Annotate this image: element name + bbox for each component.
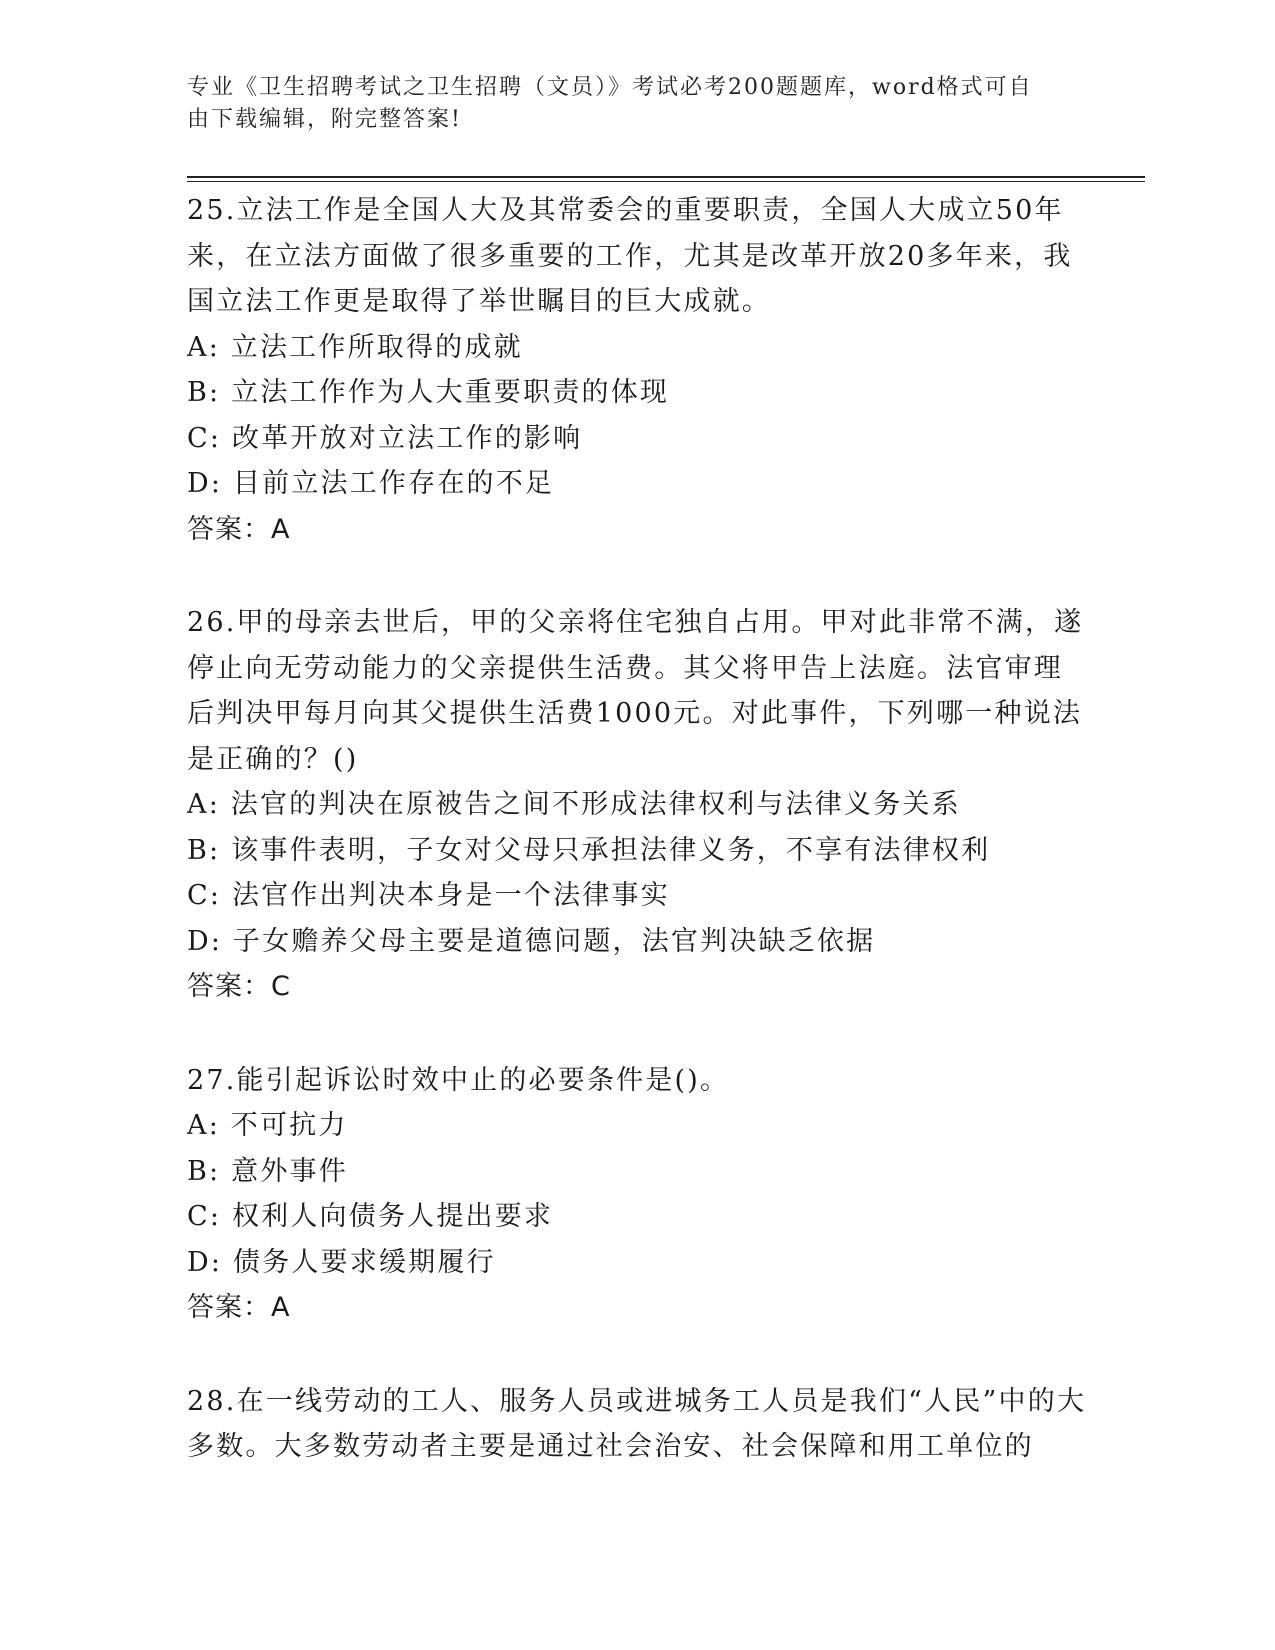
answer-label: 答案：C xyxy=(187,971,291,1002)
option-b: B: 该事件表明，子女对父母只承担法律义务，不享有法律权利 xyxy=(187,834,991,866)
question-25 xyxy=(187,188,1087,552)
option-a: A: 立法工作所取得的成就 xyxy=(187,331,523,363)
header-line-2: 由下载编辑，附完整答案! xyxy=(187,107,462,132)
header-divider xyxy=(187,176,1145,178)
option-c: C: 权利人向债务人提出要求 xyxy=(187,1201,554,1232)
question-26 xyxy=(187,600,1087,1010)
option-d: D: 子女赡养父母主要是道德问题，法官判决缺乏依据 xyxy=(187,925,876,957)
option-d: D: 债务人要求缓期履行 xyxy=(187,1246,496,1278)
option-b: B: 立法工作作为人大重要职责的体现 xyxy=(187,377,670,408)
option-c: C: 法官作出判决本身是一个法律事实 xyxy=(187,880,670,911)
question-27 xyxy=(187,1058,1087,1331)
option-c: C: 改革开放对立法工作的影响 xyxy=(187,422,583,454)
header-divider-thin xyxy=(187,181,1145,182)
question-text: 25.立法工作是全国人大及其常委会的重要职责，全国人大成立50年来，在立法方面做了很多重要的工作，尤其是改革开放20多年来，我国立法工作更是取得了举世瞩目的巨大成就。 xyxy=(187,195,1073,317)
question-text: 27.能引起诉讼时效中止的必要条件是()。 xyxy=(187,1064,730,1096)
option-a: A: 不可抗力 xyxy=(187,1110,348,1141)
option-d: D: 目前立法工作存在的不足 xyxy=(187,468,555,499)
answer-label: 答案：A xyxy=(187,1292,291,1323)
option-a: A: 法官的判决在原被告之间不形成法律权利与法律义务关系 xyxy=(187,789,961,820)
question-text: 28.在一线劳动的工人、服务人员或进城务工人员是我们“人民”中的大多数。大多数劳动者主要是通过社会治安、社会保障和用工单位的 xyxy=(187,1385,1087,1462)
option-b: B: 意外事件 xyxy=(187,1155,348,1187)
header-line-1: 专业《卫生招聘考试之卫生招聘（文员）》考试必考200题题库，word格式可自 xyxy=(187,75,1033,100)
question-28 xyxy=(187,1379,1087,1470)
document-header xyxy=(187,72,1067,136)
question-list xyxy=(187,188,1087,1518)
question-text: 26.甲的母亲去世后，甲的父亲将住宅独自占用。甲对此非常不满，遂停止向无劳动能力的父亲提供生活费。其父将甲告上法庭。法官审理后判决甲每月向其父提供生活费1000元。对此事件，下列哪一种说法是正确的？() xyxy=(187,607,1084,775)
answer-label: 答案：A xyxy=(187,513,291,545)
